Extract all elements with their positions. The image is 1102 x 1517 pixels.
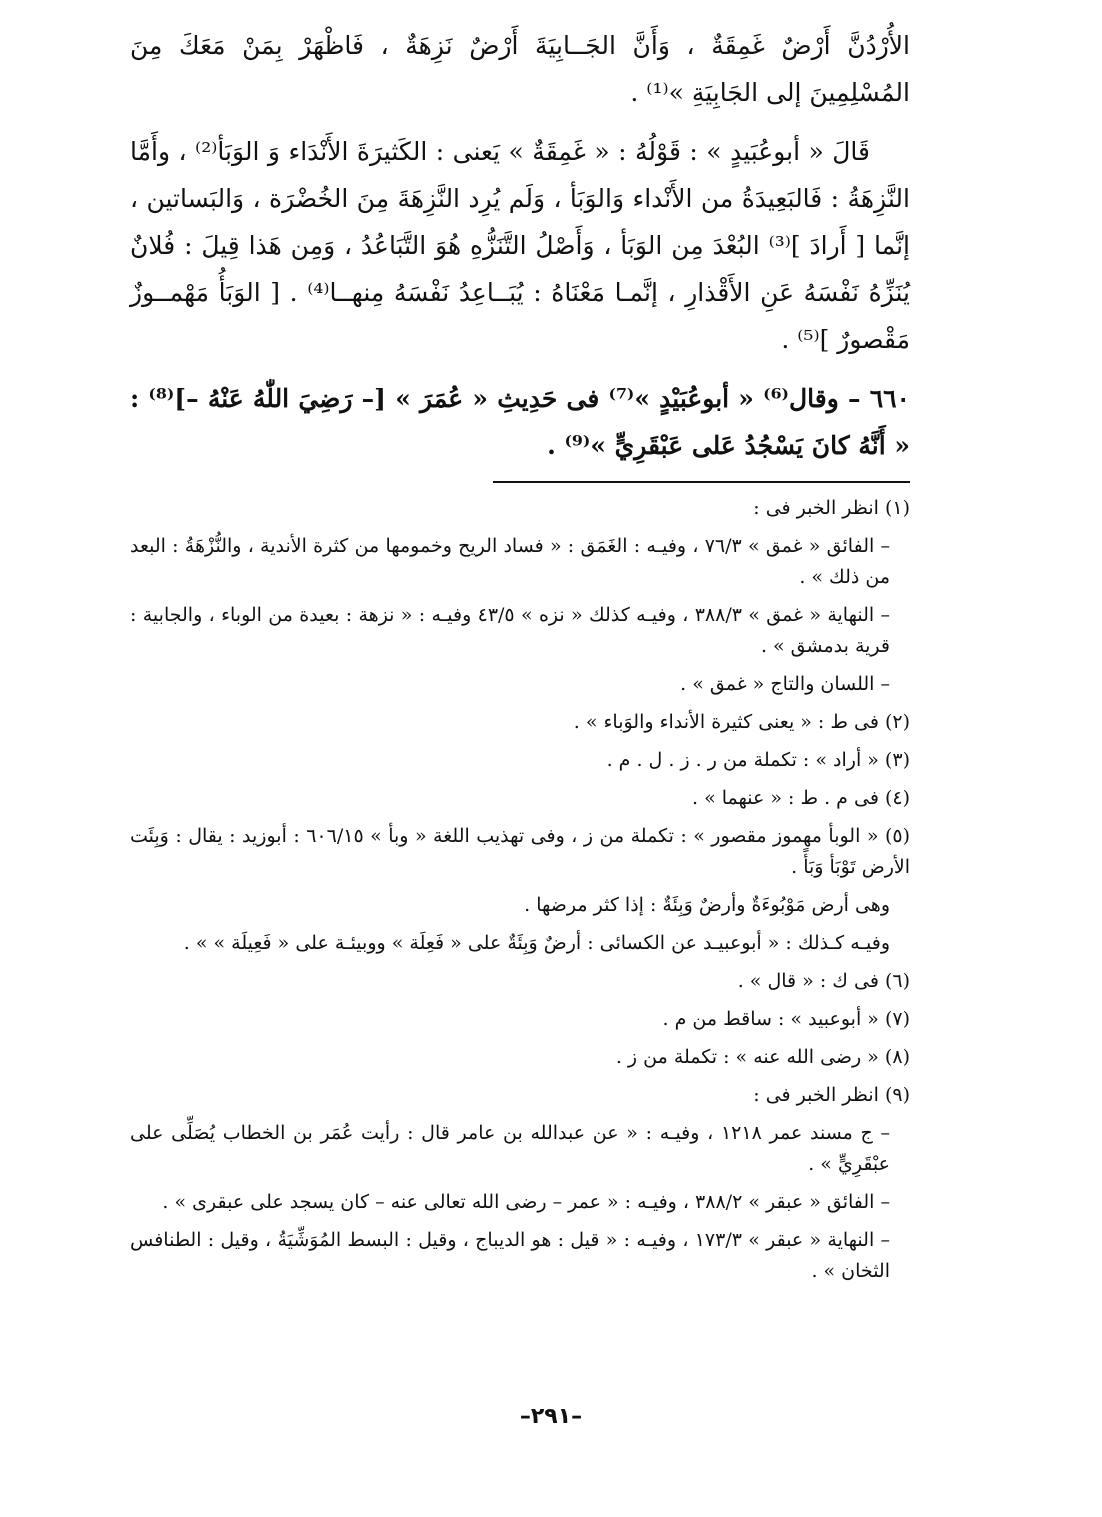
footnote-separator <box>493 481 910 483</box>
footnote-1-source-b: – النهاية « غمق » ٣٨٨/٣ ، وفيـه كذلك « نزه » ٤٣/٥ وفيـه : « نزهة : بعيدة من الوباء ، والجابية : قرية بدمشق » . <box>130 604 891 657</box>
footnote-5-line-c: وفيـه كـذلك : « أبوعبيـد عن الكسائى : أرضٌ وَبِئَةٌ على « فَعِلَة » ووبيئـة على « فَعِيلَة » » . <box>183 932 890 954</box>
footnote-6: (٦) فى ك : « قال » . <box>737 970 910 992</box>
footnote-3: (٣) « أراد » : تكملة من ر . ز . ل . م . <box>606 749 910 771</box>
footnote-9-source-c: – النهاية « عبقر » ١٧٣/٣ ، وفيـه : « قيل : هو الديباج ، وقيل : البسط المُوَشِّيَةُ ، وقيل : الطنافس الثخان » . <box>130 1229 890 1282</box>
footnote-9: (٩) انظر الخبر فى : <box>753 1084 910 1106</box>
paragraph-1: الأُرْدُنَّ أَرْضٌ غَمِقَةٌ ، وَأَنَّ الجَــابِيَةَ أَرْضٌ نَزِهَةٌ ، فَاظْهَرْ بِمَنْ مَعَكَ مِنَ المُسْلِمِينَ إلى الجَابِيَةِ »⁽¹⁾ . <box>130 31 910 107</box>
footnote-8: (٨) « رضى الله عنه » : تكملة من ز . <box>615 1046 910 1068</box>
footnote-1-source-a: – الفائق « غمق » ٧٦/٣ ، وفيـه : الغَمَق : « فساد الريح وخمومها من كثرة الأندية ، والنُّزْهَةُ : البعد من ذلك » . <box>130 535 890 588</box>
footnote-1: (١) انظر الخبر فى : <box>753 497 910 519</box>
page-number: –٢٩١– <box>519 1404 583 1429</box>
footnote-9-source-a: – ج مسند عمر ١٢١٨ ، وفيـه : « عن عبدالله بن عامر قال : رأيت عُمَر بن الخطاب يُصَلِّى على عبْقَرِيٍّ » . <box>130 1122 890 1175</box>
footnotes <box>130 493 910 1287</box>
page-content <box>130 22 910 1294</box>
footnote-9-source-b: – الفائق « عبقر » ٣٨٨/٢ ، وفيـه : « عمر – رضى الله تعالى عنه – كان يسجد على عبقرى » . <box>162 1191 890 1213</box>
footnote-2: (٢) فى ط : « يعنى كثيرة الأنداء والوَباء » . <box>573 711 910 733</box>
paragraph-2: قَالَ « أبوعُبَيدٍ » : قَوْلُهُ : « غَمِقَةٌ » يَعنى : الكَثيرَةَ الأَنْدَاء وَ الوَبَأ⁽²⁾ ، وأَمَّا النَّزِهَةُ : فَالبَعِيدَةُ من الأَنْداء وَالوَبَأ ، وَلَم يُرِد النَّزِهَةَ مِنَ الخُضْرَة ، وَالبَساتين ، إنَّما [ أَرادَ ]⁽³⁾ البُعْدَ مِن الوَبَأ ، وَأَصْلُ التَّنَزُّهِ هُوَ التَّبَاعُدُ ، وَمِن هَذا قِيلَ : فُلانٌ يُنَزِّهُ نَفْسَهُ عَنِ الأَقْذارِ ، إنَّمـا مَعْنَاهُ : يُبَــاعِدُ نَفْسَهُ مِنهــا⁽⁴⁾ . [ الوَبَأُ مَهْمــوزٌ مَقْصورٌ ]⁽⁵⁾ . <box>130 137 910 354</box>
footnote-7: (٧) « أبوعبيد » : ساقط من م . <box>662 1008 910 1030</box>
main-text <box>130 22 910 469</box>
entry-660: ٦٦٠ – وقال⁽⁶⁾ « أبوعُبَيْدٍ »⁽⁷⁾ فى حَدِيثِ « عُمَرَ » [– رَضِيَ اللّٰهُ عَنْهُ –]⁽⁸⁾ : « أَنَّهُ كانَ يَسْجُدُ عَلى عَبْقَرِيٍّ »⁽⁹⁾ . <box>130 384 910 460</box>
footnote-4: (٤) فى م . ط : « عنهما » . <box>692 787 910 809</box>
footnote-1-source-c: – اللسان والتاج « غمق » . <box>680 673 890 695</box>
footnote-5: (٥) « الوبأ مهموز مقصور » : تكملة من ز ، وفى تهذيب اللغة « وبأ » ٦٠٦/١٥ : أبوزيد : يقال : وَبِئَت الأرض تَوْبَأ وَبَأً . <box>130 825 910 878</box>
footnote-5-line-b: وهى أرض مَوْبُوءَةٌ وأرضٌ وَبِئَةٌ : إذا كثر مرضها . <box>524 894 890 916</box>
